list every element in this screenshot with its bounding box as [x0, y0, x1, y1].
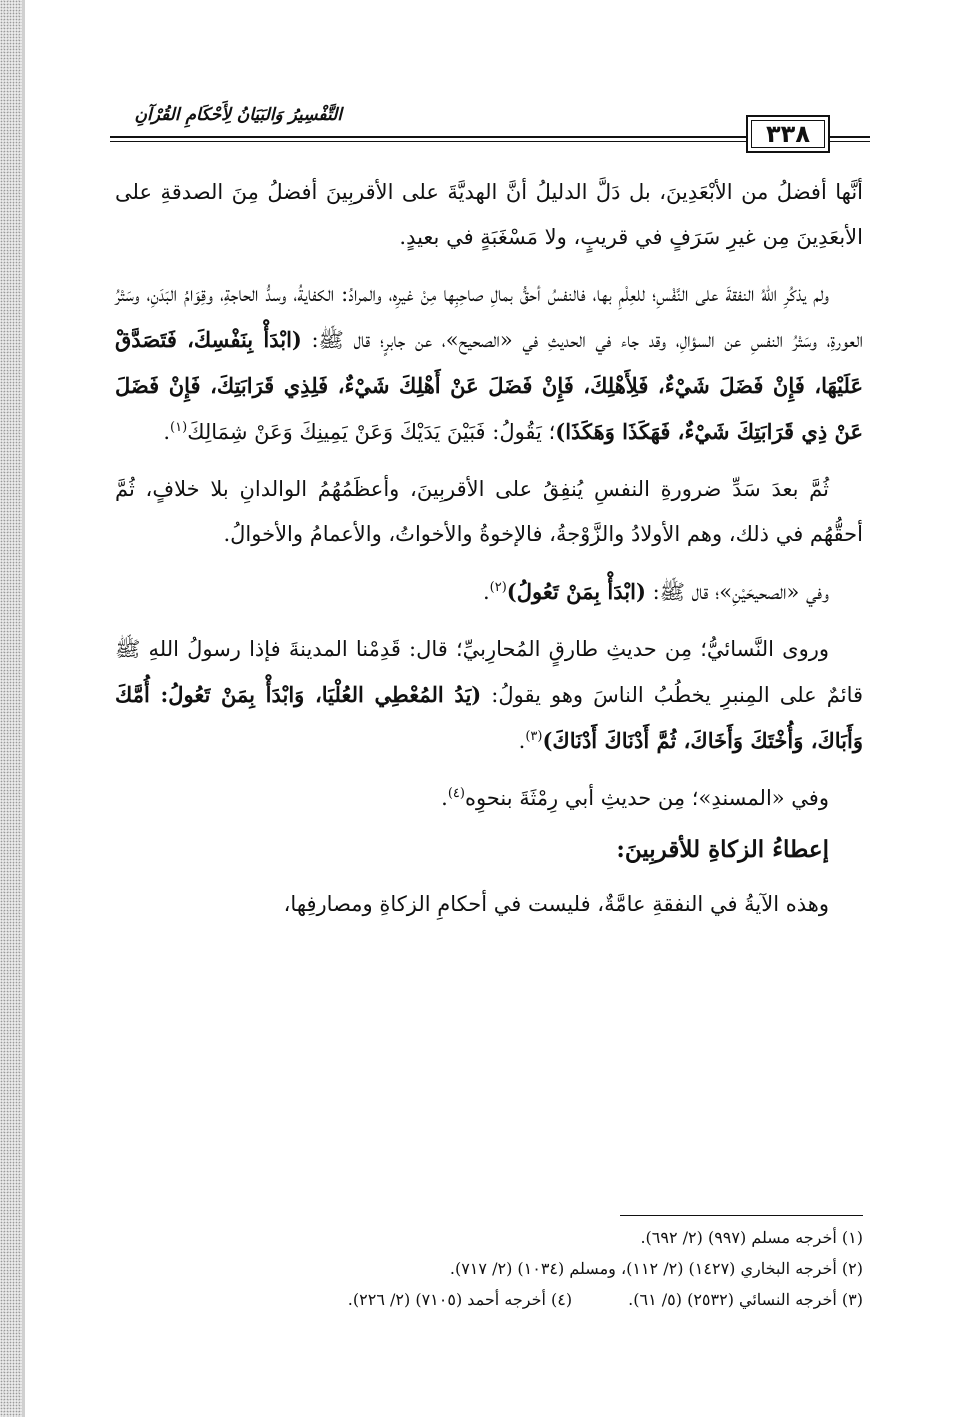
page-number-box [746, 115, 830, 153]
paragraph-1: أنَّها أفضلُ من الأبْعَدِينَ، بل دَلَّ الدليلُ أنَّ الهديَّةَ على الأقربِينَ أفضلُ مِنَ الصدقةِ على الأبعَدِينَ مِن غيرِ سَرَفٍ في قريبٍ، ولا مَسْغَبَةٍ في بعيدٍ. [115, 180, 863, 249]
hadith-quote-1: (ابْدَأْ بِنَفْسِكَ، فَتَصَدَّقْ عَلَيْهَا، فَإِنْ فَضَلَ شَيْءٌ، فَلِأَهْلِكَ، فَإِنْ فَضَلَ عَنْ أَهْلِكَ شَيْءٌ، فَلِذِي قَرَابَتِكَ، فَإِنْ فَضَلَ عَنْ ذِي قَرَابَتِكَ شَيْءٌ، فَهَكَذَا وَهَكَذَا) [115, 327, 863, 444]
paragraph-6-text: وفي «المسندِ»؛ مِن حديثِ أبي رِمْثَةَ بنحوِه [464, 786, 829, 810]
paragraph-2-tail: ؛ يَقُولُ: فَبَيْنَ يَدَيْكَ وَعَنْ يَمِينِكَ وَعَنْ شِمَالِكَ [187, 420, 556, 444]
main-text [115, 170, 863, 939]
scan-edge-noise [0, 0, 22, 1417]
paragraph-3: ثُمَّ بعدَ سَدِّ ضرورةِ النفسِ يُنفِقُ على الأقربِينَ، وأعظَمُهُمُ الوالدانِ بلا خلافٍ، ثُمَّ أحقُّهُم في ذلك، وهم الأولادُ والزَّوْجةُ، فالإخوةُ والأخواتُ، والأعمامُ والأخوالُ. [115, 477, 863, 546]
footnotes [115, 1222, 863, 1315]
paragraph-4-text: وفي «الصحيحَيْنِ»؛ قال ﷺ: [645, 580, 829, 604]
footnote-2: (٢) أخرجه البخاري (١٤٢٧) (٢/ ١١٢)، ومسلم (١٠٣٤) (٢/ ٧١٧). [449, 1259, 863, 1278]
paragraph-6: وفي «المسندِ»؛ مِن حديثِ أبي رِمْثَةَ بنحوِه$^{(٤)}$. [441, 786, 829, 810]
paragraph-4: وفي «الصحيحَيْنِ»؛ قال ﷺ: (ابْدَأْ بِمَنْ تَعُولُ)$^{(٢)}$. [482, 579, 829, 604]
footnote-row-3-4 [115, 1284, 863, 1315]
paragraph-5-text: وروى النَّسائيُّ؛ مِن حديثِ طارقٍ المُحارِبيِّ؛ قال: قَدِمْنا المدينةَ فإذا رسولُ اللهِ ﷺ قائمٌ على المِنبرِ يخطُبُ الناسَ وهو يقولُ: [115, 637, 864, 707]
page-header [0, 0, 974, 160]
paragraph-5: وروى النَّسائيُّ؛ مِن حديثِ طارقٍ المُحارِبيِّ؛ قال: قَدِمْنا المدينةَ فإذا رسولُ اللهِ ﷺ قائمٌ على المِنبرِ يخطُبُ الناسَ وهو يقولُ: (يَدُ المُعْطِي العُلْيَا، وَابْدَأْ بِمَنْ تَعُولُ: أُمَّكَ وَأَبَاكَ، وَأُخْتَكَ وَأَخَاكَ، ثُمَّ أَدْنَاكَ أَدْنَاكَ)$^{(٣)}$. [115, 637, 864, 753]
footnote-divider [620, 1215, 863, 1216]
footnote-ref-2: (٢) [489, 580, 507, 595]
scan-edge-line [22, 0, 25, 1417]
header-rule-left [110, 136, 746, 138]
book-title: التَّفْسِيرُ وَالبَيَانُ لِأَحْكَامِ القُرْآنِ [134, 105, 342, 125]
section-heading: إعطاءُ الزكاةِ للأقربِينَ: [616, 836, 829, 863]
page-number: ٣٣٨ [766, 120, 810, 148]
paragraph-2: ولم يذكُرِ اللهُ النفقةَ على النَّفْسِ؛ للعِلْمِ بها، فالنفسُ أحقُّ بمالِ صاحِبِها مِنْ غيرِه، والمرادُ: الكفايةُ، وسدُّ الحاجةِ، وقِوَامُ البَدَنِ، وسَتْرُ العورةِ، وسَتْرُ النفسِ عن السؤالِ، وقد جاء في الحديثِ في «الصحيح»، عن جابرٍ؛ قال ﷺ: (ابْدَأْ بِنَفْسِكَ، فَتَصَدَّقْ عَلَيْهَا، فَإِنْ فَضَلَ شَيْءٌ، فَلِأَهْلِكَ، فَإِنْ فَضَلَ عَنْ أَهْلِكَ شَيْءٌ، فَلِذِي قَرَابَتِكَ، فَإِنْ فَضَلَ عَنْ ذِي قَرَابَتِكَ شَيْءٌ، فَهَكَذَا وَهَكَذَا)؛ يَقُولُ: فَبَيْنَ يَدَيْكَ وَعَنْ يَمِينِكَ وَعَنْ شِمَالِكَ$^{(١)}$. [115, 282, 864, 444]
paragraph-7: وهذه الآيةُ في النفقةِ عامَّةٌ، فليست في أحكامِ الزكاةِ ومصارفِها، [283, 892, 829, 916]
paragraph-2-text: ولم يذكُرِ اللهُ النفقةَ على النَّفْسِ؛ للعِلْمِ بها، فالنفسُ أحقُّ بمالِ صاحِبِها مِنْ غيرِه، والمرادُ: الكفايةُ، وسدُّ الحاجةِ، وقِوَامُ البَدَنِ، وسَتْرُ العورةِ، وسَتْرُ النفسِ عن السؤالِ، وقد جاء في الحديثِ في «الصحيح»، عن جابرٍ؛ قال ﷺ: [115, 282, 864, 352]
footnote-4: (٤) أخرجه أحمد (٧١٠٥) (٢/ ٢٢٦). [347, 1290, 573, 1309]
header-rule-right [830, 136, 870, 138]
footnote-1: (١) أخرجه مسلم (٩٩٧) (٢/ ٦٩٢). [640, 1228, 863, 1247]
footnote-3: (٣) أخرجه النسائي (٢٥٣٢) (٥/ ٦١). [628, 1290, 863, 1309]
footnote-ref-4: (٤) [447, 786, 465, 801]
footnote-ref-3: (٣) [525, 729, 543, 744]
hadith-quote-3: (يَدُ المُعْطِي العُلْيَا، وَابْدَأْ بِمَنْ تَعُولُ: أُمَّكَ وَأَبَاكَ، وَأُخْتَكَ وَأَخَاكَ، ثُمَّ أَدْنَاكَ أَدْنَاكَ) [115, 682, 863, 753]
hadith-quote-2: (ابْدَأْ بِمَنْ تَعُولُ) [506, 579, 646, 604]
footnote-ref-1: (١) [170, 420, 188, 435]
